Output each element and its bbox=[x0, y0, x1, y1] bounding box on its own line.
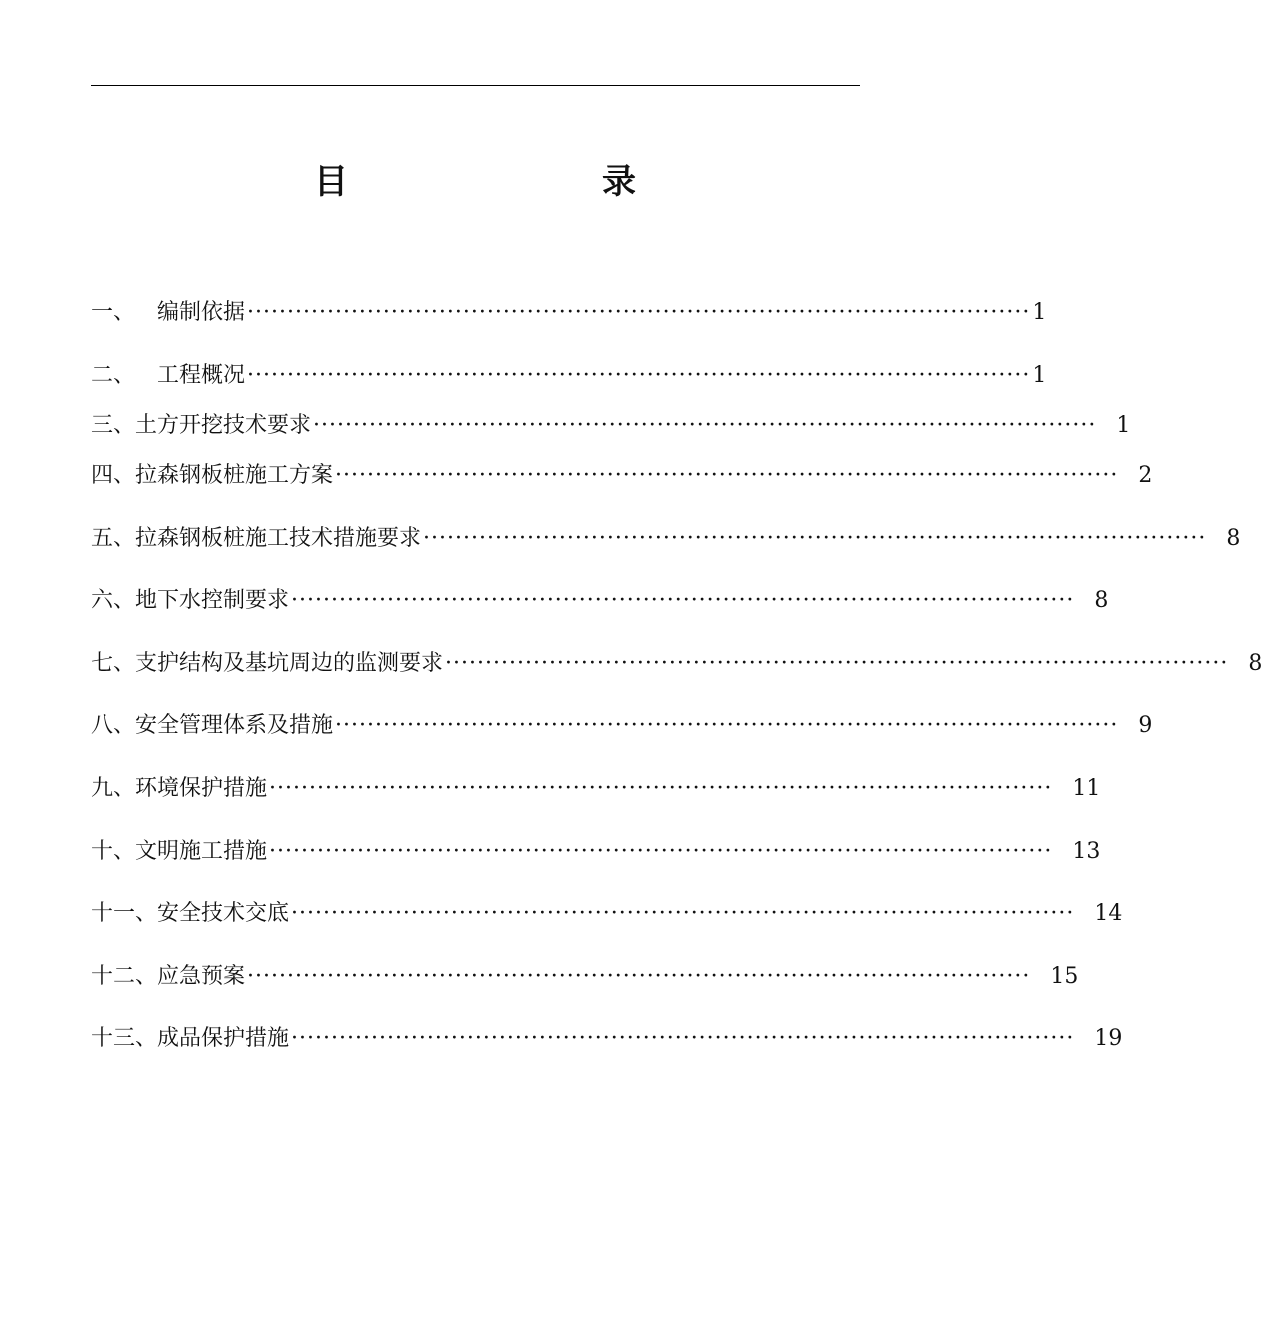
toc-entry[interactable] bbox=[91, 1023, 1123, 1055]
toc-entry[interactable] bbox=[91, 710, 1153, 742]
toc-entry-label: 环境保护措施 bbox=[135, 776, 268, 801]
toc-entry-page: 8 bbox=[1248, 651, 1263, 676]
toc-entry-page: 11 bbox=[1072, 776, 1101, 801]
toc-entry-label: 安全管理体系及措施 bbox=[135, 713, 334, 738]
toc-entry-number: 七、 bbox=[91, 651, 136, 676]
toc-entry-label: 安全技术交底 bbox=[157, 901, 290, 926]
toc-entry-number: 十、 bbox=[91, 839, 136, 864]
toc-entry[interactable] bbox=[91, 460, 1153, 492]
toc-leader-dots: ·································································································· bbox=[269, 776, 1053, 801]
toc-leader-dots: ·································································································· bbox=[291, 1026, 1075, 1051]
toc-entry-number: 一、 bbox=[91, 300, 136, 325]
toc-entry-number: 八、 bbox=[91, 713, 136, 738]
toc-entry-number: 六、 bbox=[91, 588, 136, 613]
toc-entry[interactable] bbox=[91, 360, 1047, 392]
toc-leader-dots: ·································································································· bbox=[313, 413, 1097, 438]
toc-entry-label: 拉森钢板桩施工方案 bbox=[135, 463, 334, 488]
toc-entry-label: 地下水控制要求 bbox=[135, 588, 290, 613]
toc-entry-page: 19 bbox=[1094, 1026, 1123, 1051]
toc-leader-dots: ·································································································· bbox=[291, 588, 1075, 613]
toc-entry-page: 2 bbox=[1138, 463, 1153, 488]
toc-entry-number: 五、 bbox=[91, 526, 136, 551]
toc-leader-dots: ·································································································· bbox=[247, 964, 1031, 989]
toc-entry-number: 四、 bbox=[91, 463, 136, 488]
toc-entry-page: 8 bbox=[1226, 526, 1241, 551]
toc-entry-number: 二、 bbox=[91, 363, 136, 388]
toc-entry-number: 九、 bbox=[91, 776, 136, 801]
toc-entry[interactable] bbox=[91, 836, 1101, 868]
toc-entry[interactable] bbox=[91, 648, 1263, 680]
toc-entry-page: 14 bbox=[1094, 901, 1123, 926]
toc-entry-number: 三、 bbox=[91, 413, 136, 438]
toc-entry-label: 支护结构及基坑周边的监测要求 bbox=[135, 651, 444, 676]
toc-leader-dots: ·································································································· bbox=[335, 713, 1119, 738]
toc-entry[interactable] bbox=[91, 898, 1123, 930]
toc-entry-page: 13 bbox=[1072, 839, 1101, 864]
toc-leader-dots: ·································································································· bbox=[247, 300, 1031, 325]
toc-entry-page: 1 bbox=[1116, 413, 1131, 438]
toc-entry-page: 9 bbox=[1138, 713, 1153, 738]
toc-entry[interactable] bbox=[91, 297, 1047, 329]
toc-entry-label: 拉森钢板桩施工技术措施要求 bbox=[135, 526, 422, 551]
toc-entry-number: 十二、 bbox=[91, 964, 158, 989]
header-rule bbox=[91, 85, 860, 86]
toc-leader-dots: ·································································································· bbox=[247, 363, 1031, 388]
toc-entry-label: 成品保护措施 bbox=[157, 1026, 290, 1051]
toc-entry-page: 1 bbox=[1032, 363, 1047, 388]
toc-entry[interactable] bbox=[91, 410, 1131, 442]
toc-entry-number: 十一、 bbox=[91, 901, 158, 926]
toc-entry-page: 8 bbox=[1094, 588, 1109, 613]
toc-leader-dots: ·································································································· bbox=[335, 463, 1119, 488]
toc-entry-label: 编制依据 bbox=[157, 300, 246, 325]
toc-entry-number: 十三、 bbox=[91, 1026, 158, 1051]
toc-entry-label: 工程概况 bbox=[157, 363, 246, 388]
toc-entry-label: 土方开挖技术要求 bbox=[135, 413, 312, 438]
toc-entry-label: 应急预案 bbox=[157, 964, 246, 989]
toc-entry-page: 15 bbox=[1050, 964, 1079, 989]
toc-entry-page: 1 bbox=[1032, 300, 1047, 325]
toc-entry[interactable] bbox=[91, 585, 1109, 617]
toc-leader-dots: ·································································································· bbox=[445, 651, 1229, 676]
toc-leader-dots: ·································································································· bbox=[291, 901, 1075, 926]
toc-entry[interactable] bbox=[91, 773, 1101, 805]
toc-title: 目 录 bbox=[314, 162, 698, 202]
toc-leader-dots: ·································································································· bbox=[423, 526, 1207, 551]
toc-entry[interactable] bbox=[91, 523, 1241, 555]
toc-leader-dots: ·································································································· bbox=[269, 839, 1053, 864]
toc-entry[interactable] bbox=[91, 961, 1079, 993]
toc-entry-label: 文明施工措施 bbox=[135, 839, 268, 864]
